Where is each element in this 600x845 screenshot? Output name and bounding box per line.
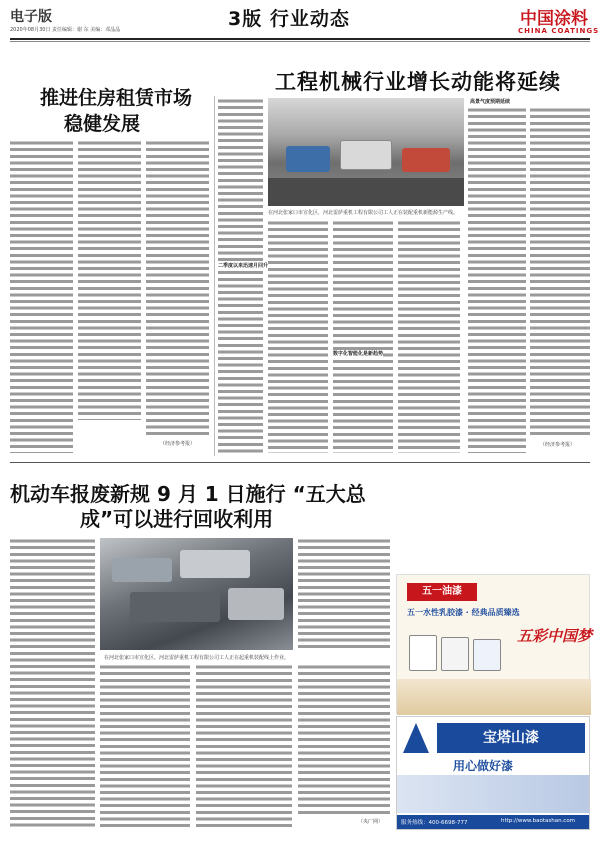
machinery-body-col5 bbox=[468, 107, 526, 453]
baotashan-paint-ad[interactable] bbox=[396, 716, 590, 830]
ad1-footer-band bbox=[397, 679, 591, 715]
wuyi-tagline: 五彩中国梦 bbox=[517, 627, 593, 645]
vehicles-body-col-right-top bbox=[298, 538, 390, 650]
housing-body-col1 bbox=[10, 140, 73, 453]
machinery-photo-caption: 在河北张家口市宣化区，河北雷萨重机工程有限公司工人正在装配重机新能源生产线。 bbox=[268, 210, 459, 216]
section-separator bbox=[10, 462, 590, 463]
machinery-source: （经济参考报） bbox=[540, 442, 576, 448]
baotashan-brand: 宝塔山漆 bbox=[437, 723, 585, 753]
ad2-footer-band bbox=[397, 815, 589, 829]
baotashan-hotline[interactable]: 服务热线：400-6698-777 bbox=[401, 820, 468, 826]
machinery-body-col3 bbox=[333, 220, 393, 453]
machinery-body-col4 bbox=[398, 220, 460, 453]
paint-can-icon bbox=[441, 637, 469, 671]
housing-body-col3 bbox=[146, 140, 209, 435]
paint-can-icon bbox=[473, 639, 501, 671]
wuyi-slogan: 五一水性乳胶漆 · 经典品质臻选 bbox=[407, 608, 520, 617]
machinery-headline: 工程机械行业增长动能将延续 bbox=[275, 70, 561, 94]
machinery-subhead-3: 高景气度预期延续 bbox=[470, 99, 511, 105]
machinery-body-col2 bbox=[268, 220, 328, 453]
machinery-body-col6 bbox=[530, 107, 590, 437]
header-rule-thin bbox=[10, 41, 590, 42]
ad2-product-band bbox=[397, 775, 589, 813]
machinery-photo bbox=[268, 98, 464, 206]
baotashan-website-link[interactable]: http://www.baotashan.com bbox=[501, 818, 576, 824]
baotashan-slogan: 用心做好漆 bbox=[453, 759, 514, 773]
vehicles-body-col4 bbox=[298, 664, 390, 814]
dateline: 2020年08月30日 责任编辑：谢 东 美编：邓晶晶 bbox=[10, 27, 121, 33]
masthead-logo: 中国涂料 bbox=[520, 9, 588, 29]
vehicles-headline-line1: 机动车报废新规 9 月 1 日施行 “五大总 bbox=[10, 482, 366, 506]
section-title: 3版 行业动态 bbox=[228, 8, 350, 30]
housing-body-col2 bbox=[78, 140, 141, 420]
housing-headline-line2: 稳健发展 bbox=[64, 113, 141, 135]
masthead-logo-en: CHINA COATINGS bbox=[518, 27, 600, 35]
paint-can-icon bbox=[409, 635, 437, 671]
vehicles-body-col3 bbox=[196, 664, 292, 828]
vehicles-body-col2 bbox=[100, 664, 190, 828]
housing-source: （经济参考报） bbox=[160, 441, 196, 447]
vehicles-body-col1 bbox=[10, 538, 95, 828]
edition-label: 电子版 bbox=[10, 9, 52, 25]
wuyi-paint-ad[interactable] bbox=[396, 574, 593, 714]
vehicles-headline-line2: 成”可以进行回收利用 bbox=[80, 507, 274, 531]
wuyi-brand: 五一油漆 bbox=[407, 583, 477, 601]
housing-headline-line1: 推进住房租赁市场 bbox=[40, 87, 193, 109]
machinery-subhead-1: 二季度以来迅速月回升 bbox=[218, 263, 269, 269]
machinery-body-col1 bbox=[218, 98, 263, 453]
vehicles-photo-caption: 在河北张家口市宣化区，河北雷萨重机工程有限公司工人正在起重机装配线上作业。 bbox=[104, 655, 290, 661]
machinery-subhead-2: 数字化智能化是新趋势 bbox=[333, 351, 384, 357]
header-rule bbox=[10, 38, 590, 40]
pagoda-logo-icon bbox=[403, 723, 429, 753]
scrapped-cars-photo bbox=[100, 538, 293, 650]
column-divider bbox=[214, 96, 215, 456]
vehicles-source: （央广网） bbox=[358, 819, 384, 825]
